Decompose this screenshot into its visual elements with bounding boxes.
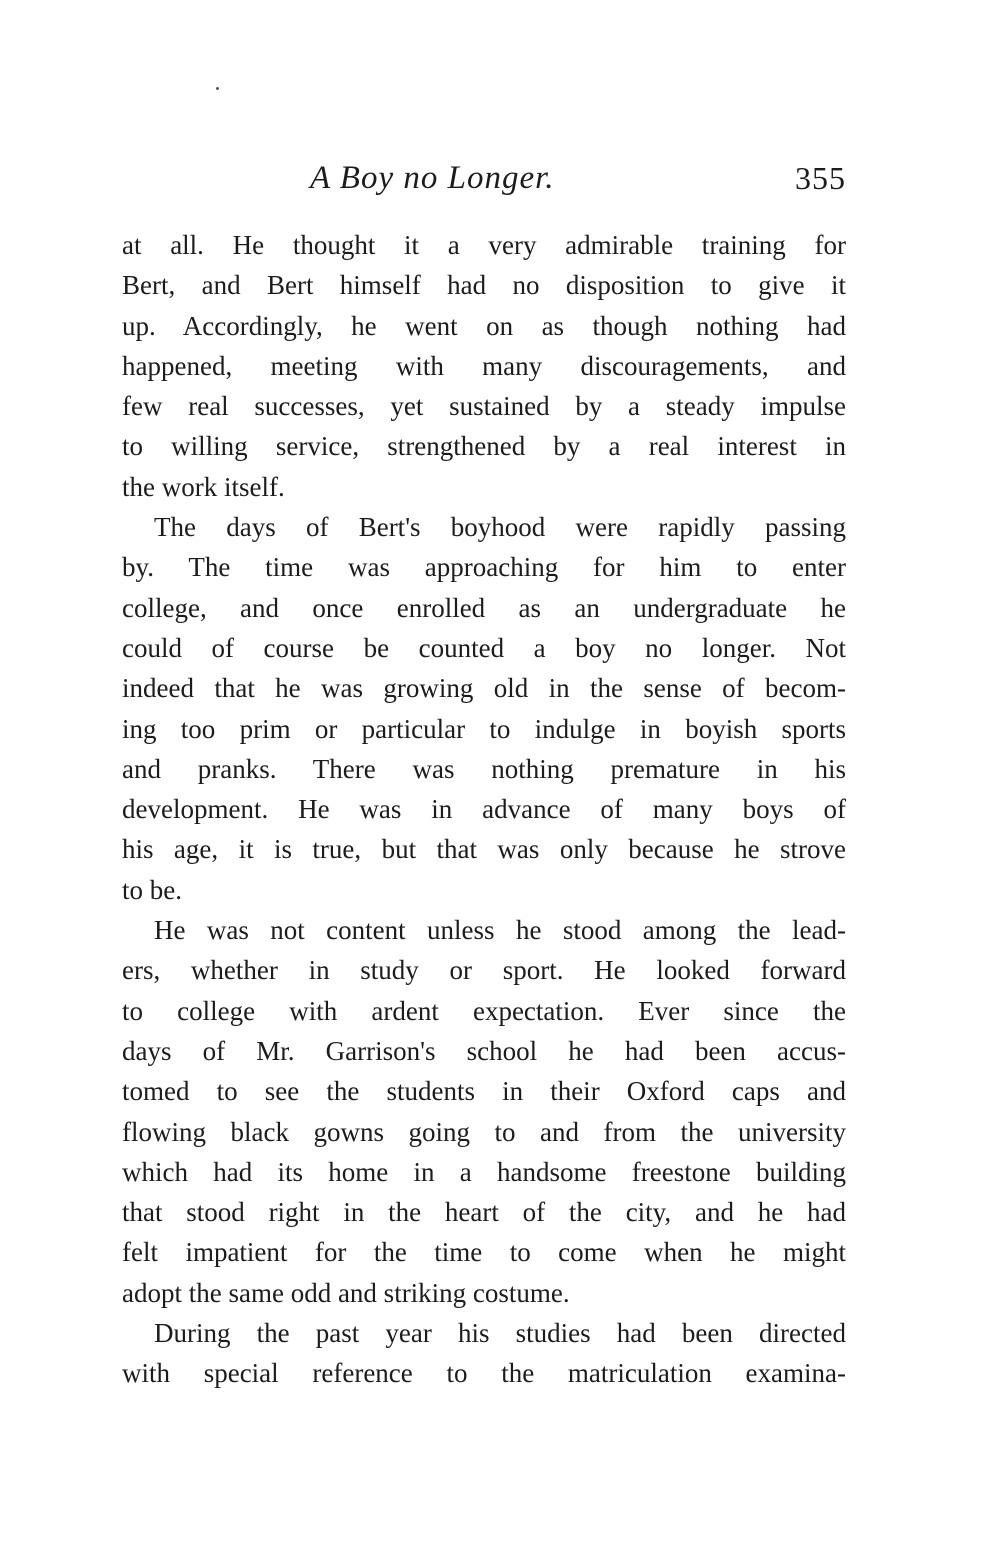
body-text bbox=[122, 225, 846, 1394]
text-line: tomed to see the students in their Oxford caps and bbox=[122, 1076, 846, 1107]
paragraph-1 bbox=[122, 225, 846, 507]
text-line: and pranks. There was nothing premature in his bbox=[122, 753, 846, 784]
paragraph-2 bbox=[122, 507, 846, 910]
text-line: that stood right in the heart of the city, and he had bbox=[122, 1197, 846, 1228]
text-line: his age, it is true, but that was only because he strove bbox=[122, 834, 846, 865]
text-line: The days of Bert's boyhood were rapidly passing bbox=[154, 512, 846, 543]
text-line: the work itself. bbox=[122, 471, 285, 502]
text-line: at all. He thought it a very admirable training for bbox=[122, 230, 846, 260]
text-line: adopt the same odd and striking costume. bbox=[122, 1277, 570, 1308]
text-line: which had its home in a handsome freestone building bbox=[122, 1156, 846, 1187]
text-line: indeed that he was growing old in the sense of becom- bbox=[122, 673, 846, 704]
text-line: development. He was in advance of many boys of bbox=[122, 794, 846, 825]
text-line: During the past year his studies had been directed bbox=[154, 1318, 846, 1349]
text-line: felt impatient for the time to come when he might bbox=[122, 1237, 846, 1268]
text-line: to be. bbox=[122, 874, 182, 905]
text-line: He was not content unless he stood among the lead- bbox=[154, 915, 846, 946]
running-title: A Boy no Longer. bbox=[310, 160, 555, 196]
paragraph-4 bbox=[122, 1313, 846, 1394]
text-line: Bert, and Bert himself had no disposition to give it bbox=[122, 270, 846, 301]
text-line: to college with ardent expectation. Ever since the bbox=[122, 995, 846, 1026]
text-line: to willing service, strengthened by a real interest in bbox=[122, 431, 846, 462]
text-line: could of course be counted a boy no longer. Not bbox=[122, 632, 846, 663]
text-line: by. The time was approaching for him to enter bbox=[122, 552, 846, 583]
page-number: 355 bbox=[795, 160, 846, 196]
text-line: with special reference to the matriculation examina- bbox=[122, 1358, 846, 1389]
text-line: flowing black gowns going to and from the university bbox=[122, 1116, 846, 1147]
text-line: happened, meeting with many discouragements, and bbox=[122, 350, 846, 381]
text-line: ing too prim or particular to indulge in boyish sports bbox=[122, 713, 846, 744]
text-line: up. Accordingly, he went on as though nothing had bbox=[122, 310, 846, 341]
text-line: days of Mr. Garrison's school he had been accus- bbox=[122, 1035, 846, 1066]
text-line: ers, whether in study or sport. He looked forward bbox=[122, 955, 846, 986]
paragraph-3 bbox=[122, 910, 846, 1313]
text-line: college, and once enrolled as an undergraduate he bbox=[122, 592, 846, 623]
ink-speck bbox=[216, 87, 219, 90]
text-line: few real successes, yet sustained by a steady impulse bbox=[122, 391, 846, 422]
page-header bbox=[122, 160, 846, 204]
